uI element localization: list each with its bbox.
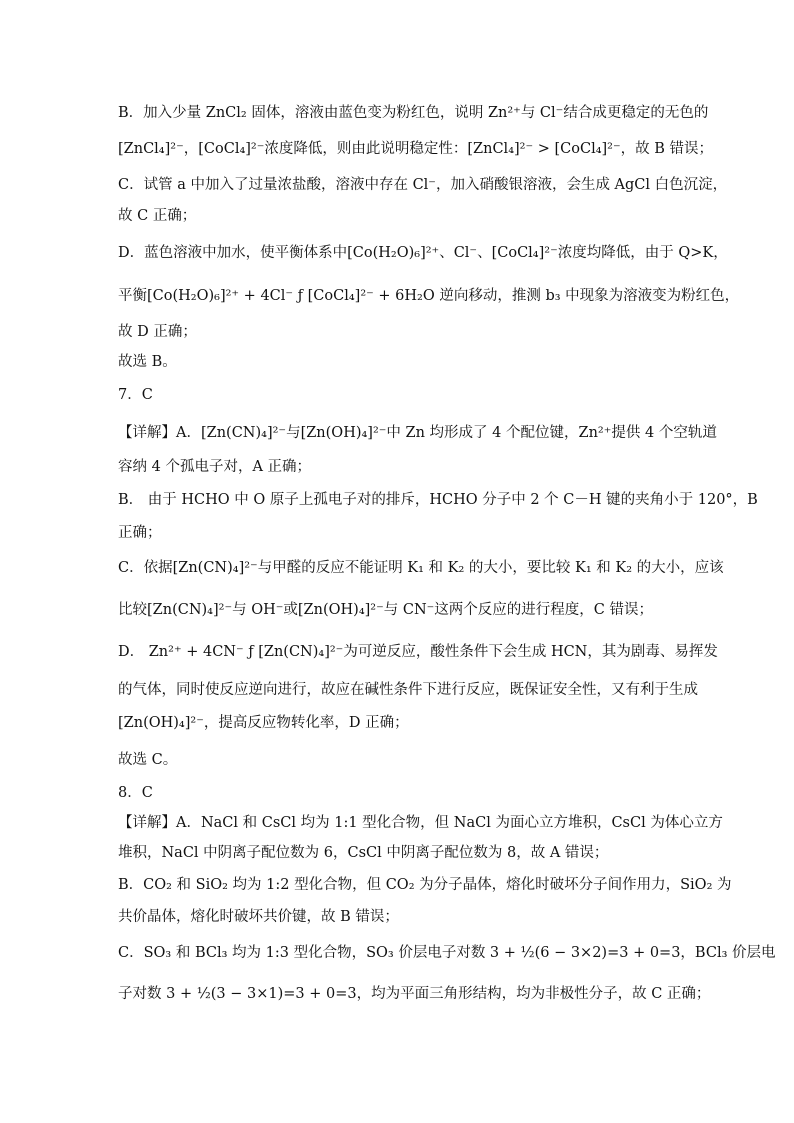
text-line: 比较[Zn(CN)₄]²⁻与 OH⁻或[Zn(OH)₄]²⁻与 CN⁻这两个反应的进行程度，C 错误； — [118, 602, 653, 618]
text-line: 故 D 正确； — [118, 324, 197, 340]
text-line: C．试管 a 中加入了过量浓盐酸，溶液中存在 Cl⁻，加入硝酸银溶液，会生成 AgCl 白色沉淀， — [118, 177, 728, 193]
text-line: 故 C 正确； — [118, 208, 197, 224]
text-line: B．CO₂ 和 SiO₂ 均为 1:2 型化合物，但 CO₂ 为分子晶体，熔化时破坏分子间作用力，SiO₂ 为 — [118, 877, 732, 893]
text-line: D．蓝色溶液中加水，使平衡体系中[Co(H₂O)₆]²⁺、Cl⁻、[CoCl₄]²⁻浓度均降低，由于 Q>K， — [118, 245, 728, 261]
text-line: 平衡[Co(H₂O)₆]²⁺ + 4Cl⁻ ƒ [CoCl₄]²⁻ + 6H₂O 逆向移动，推测 b₃ 中现象为溶液变为粉红色， — [118, 288, 740, 304]
text-line: C．依据[Zn(CN)₄]²⁻与甲醛的反应不能证明 K₁ 和 K₂ 的大小，要比较 K₁ 和 K₂ 的大小，应该 — [118, 560, 724, 576]
text-line: B． 由于 HCHO 中 O 原子上孤电子对的排斥，HCHO 分子中 2 个 C－H 键的夹角小于 120°，B — [118, 492, 758, 508]
text-line: [ZnCl₄]²⁻，[CoCl₄]²⁻浓度降低，则由此说明稳定性：[ZnCl₄]²⁻ > [CoCl₄]²⁻，故 B 错误； — [118, 141, 714, 157]
text-line: 8．C — [118, 785, 153, 801]
text-line: 共价晶体，熔化时破坏共价键，故 B 错误； — [118, 909, 399, 925]
text-line: B．加入少量 ZnCl₂ 固体，溶液由蓝色变为粉红色，说明 Zn²⁺与 Cl⁻结合成更稳定的无色的 — [118, 105, 709, 121]
text-line: 7．C — [118, 387, 153, 403]
text-line: 子对数 3 + ½(3 − 3×1)=3 + 0=3，均为平面三角形结构，均为非极性分子，故 C 正确； — [118, 986, 711, 1002]
text-line: 堆积，NaCl 中阴离子配位数为 6，CsCl 中阴离子配位数为 8，故 A 错误； — [118, 845, 609, 861]
text-line: 的气体，同时使反应逆向进行，故应在碱性条件下进行反应，既保证安全性，又有利于生成 — [118, 682, 698, 698]
text-line: 【详解】A．NaCl 和 CsCl 均为 1:1 型化合物，但 NaCl 为面心立方堆积，CsCl 为体心立方 — [118, 815, 723, 831]
text-line: D． Zn²⁺ + 4CN⁻ ƒ [Zn(CN)₄]²⁻为可逆反应，酸性条件下会生成 HCN，其为剧毒、易挥发 — [118, 644, 718, 660]
text-line: 故选 B。 — [118, 354, 177, 370]
text-line: 故选 C。 — [118, 752, 178, 768]
text-line: [Zn(OH)₄]²⁻，提高反应物转化率，D 正确； — [118, 715, 409, 731]
text-line: 容纳 4 个孤电子对，A 正确； — [118, 459, 312, 475]
text-line: C．SO₃ 和 BCl₃ 均为 1:3 型化合物，SO₃ 价层电子对数 3 + ½(6 − 3×2)=3 + 0=3，BCl₃ 价层电 — [118, 945, 776, 961]
text-line: 正确； — [118, 525, 162, 541]
text-line: 【详解】A．[Zn(CN)₄]²⁻与[Zn(OH)₄]²⁻中 Zn 均形成了 4 个配位键，Zn²⁺提供 4 个空轨道 — [118, 425, 717, 441]
